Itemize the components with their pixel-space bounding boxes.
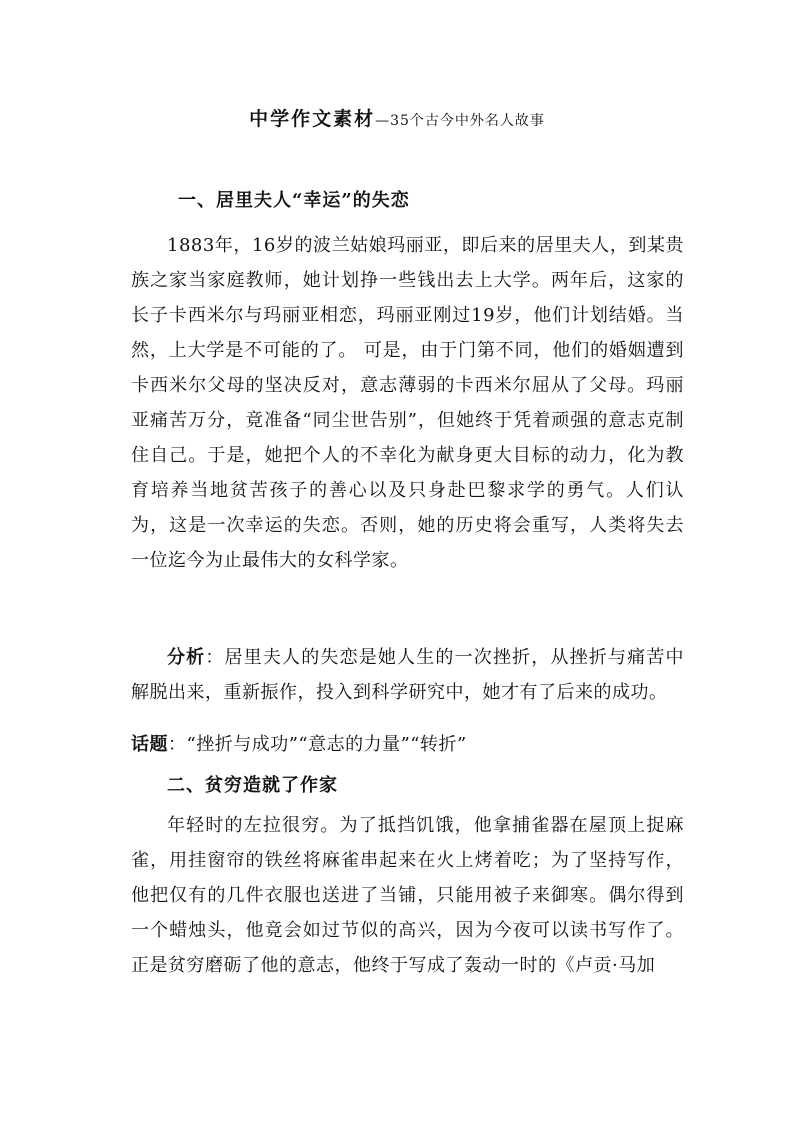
section-1-body: 1883年，16岁的波兰姑娘玛丽亚，即后来的居里夫人，到某贵族之家当家庭教师，她计划挣一些钱出去上大学。两年后，这家的长子卡西米尔与玛丽亚相恋，玛丽亚刚过19岁，他们计划结婚。当然，上大学是不可能的了。 可是，由于门第不同，他们的婚姻遭到卡西米尔父母的坚决反对，意志薄弱的卡西米尔屈从了父母。玛丽亚痛苦万分，竟准备“同尘世告别”，但她终于凭着顽强的意志克制住自己。于是，她把个人的不幸化为献身更大目标的动力，化为教育培养当地贫苦孩子的善心以及只身赴巴黎求学的勇气。人们认为，这是一次幸运的失恋。否则，她的历史将会重写，人类将失去一位迄今为止最伟大的女科学家。 xyxy=(131,235,684,571)
section-1-heading: 一、居里夫人“幸运”的失恋 xyxy=(178,190,410,211)
section-2-body: 年轻时的左拉很穷。为了抵挡饥饿，他拿捕雀器在屋顶上捉麻雀，用挂窗帘的铁丝将麻雀串起来在火上烤着吃；为了坚持写作，他把仅有的几件衣服也送进了当铺，只能用被子来御寒。偶尔得到一个蜡烛头，他竟会如过节似的高兴，因为今夜可以读书写作了。正是贫穷磨砺了他的意志，他终于写成了轰动一时的《卢贡·马加 xyxy=(131,815,684,976)
title-main: 中学作文素材 xyxy=(249,108,376,130)
section-1-analysis xyxy=(131,640,684,710)
analysis-text: ：居里夫人的失恋是她人生的一次挫折，从挫折与痛苦中解脱出来，重新振作，投入到科学研究中，她才有了后来的成功。 xyxy=(131,647,685,703)
topic-text: ：“挫折与成功”“意志的力量”“转折” xyxy=(168,734,467,755)
analysis-label: 分析 xyxy=(167,647,206,668)
topic-label: 话题 xyxy=(131,734,168,755)
section-2-heading: 二、贫穷造就了作家 xyxy=(167,775,338,796)
title-subtitle: —35个古今中外名人故事 xyxy=(375,113,545,129)
document-title xyxy=(0,104,794,131)
section-1-topics xyxy=(131,727,684,762)
